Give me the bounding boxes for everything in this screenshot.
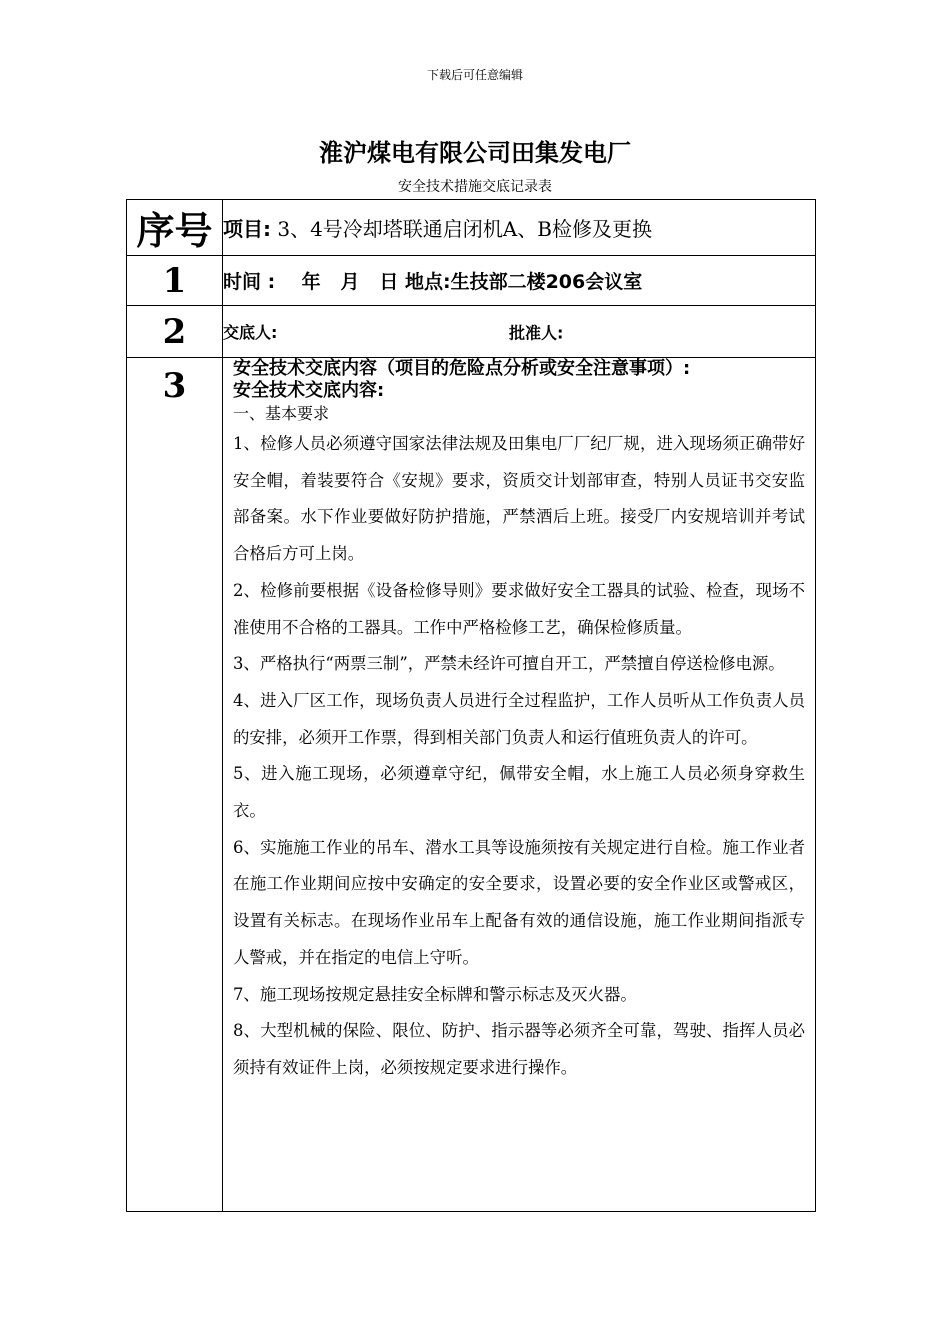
row-number: 3 (127, 358, 223, 1212)
list-item: 3、严格执行“两票三制”，严禁未经许可擅自开工，严禁擅自停送检修电源。 (233, 654, 785, 674)
time-location-line: 时间 : 年 月 日 地点:生技部二楼206会议室 (223, 256, 816, 306)
list-item: 7、施工现场按规定悬挂安全标牌和警示标志及灭火器。 (233, 984, 637, 1004)
row-number: 2 (127, 306, 223, 358)
handover-label: 交底人: (223, 323, 278, 342)
list-item: 5、进入施工现场，必须遵章守纪，佩带安全帽，水上施工人员必须身穿救生衣。 (233, 764, 805, 821)
table-row (127, 256, 816, 306)
table-row (127, 358, 816, 1212)
record-table (126, 199, 816, 1212)
content-heading: 安全技术交底内容（项目的危险点分析或安全注意事项）: (233, 358, 691, 379)
section-title: 一、基本要求 (233, 404, 330, 423)
approver-label: 批准人: (509, 323, 564, 342)
project-cell (223, 200, 816, 256)
project-value: 3、4号冷却塔联通启闭机A、B检修及更换 (277, 217, 652, 241)
list-item: 8、大型机械的保险、限位、防护、指示器等必须齐全可靠，驾驶、指挥人员必须持有效证件上岗，必须按规定要求进行操作。 (233, 1021, 805, 1077)
header-note: 下载后可任意编辑 (426, 68, 523, 82)
row-number: 1 (127, 256, 223, 306)
content-cell (223, 358, 816, 1212)
sequence-header-cell (127, 200, 223, 256)
form-title: 安全技术措施交底记录表 (398, 179, 552, 195)
content-subheading: 安全技术交底内容: (233, 380, 385, 401)
sequence-header: 序号 (136, 209, 213, 253)
project-label: 项目: (223, 217, 271, 241)
list-item: 2、检修前要根据《设备检修导则》要求做好安全工器具的试验、检查，现场不准使用不合格的工器具。工作中严格检修工艺，确保检修质量。 (233, 580, 805, 637)
list-item: 1、检修人员必须遵守国家法律法规及田集电厂厂纪厂规，进入现场须正确带好安全帽，着装要符合《安规》要求，资质交计划部审查，特别人员证书交安监部备案。水下作业要做好防护措施，严禁酒后上班。接受厂内安规培训并考试合格后方可上岗。 (233, 434, 805, 564)
list-item: 6、实施施工作业的吊车、潜水工具等设施须按有关规定进行自检。施工作业者在施工作业期间应按中安确定的安全要求，设置必要的安全作业区或警戒区，设置有关标志。在现场作业吊车上配备有效的通信设施，施工作业期间指派专人警戒，并在指定的电信上守听。 (233, 837, 805, 967)
table-row (127, 306, 816, 358)
table-header-row (127, 200, 816, 256)
signature-cell (223, 306, 816, 358)
company-title: 淮沪煤电有限公司田集发电厂 (319, 139, 631, 167)
list-item: 4、进入厂区工作，现场负责人员进行全过程监护，工作人员听从工作负责人员的安排，必须开工作票，得到相关部门负责人和运行值班负责人的许可。 (233, 690, 805, 747)
